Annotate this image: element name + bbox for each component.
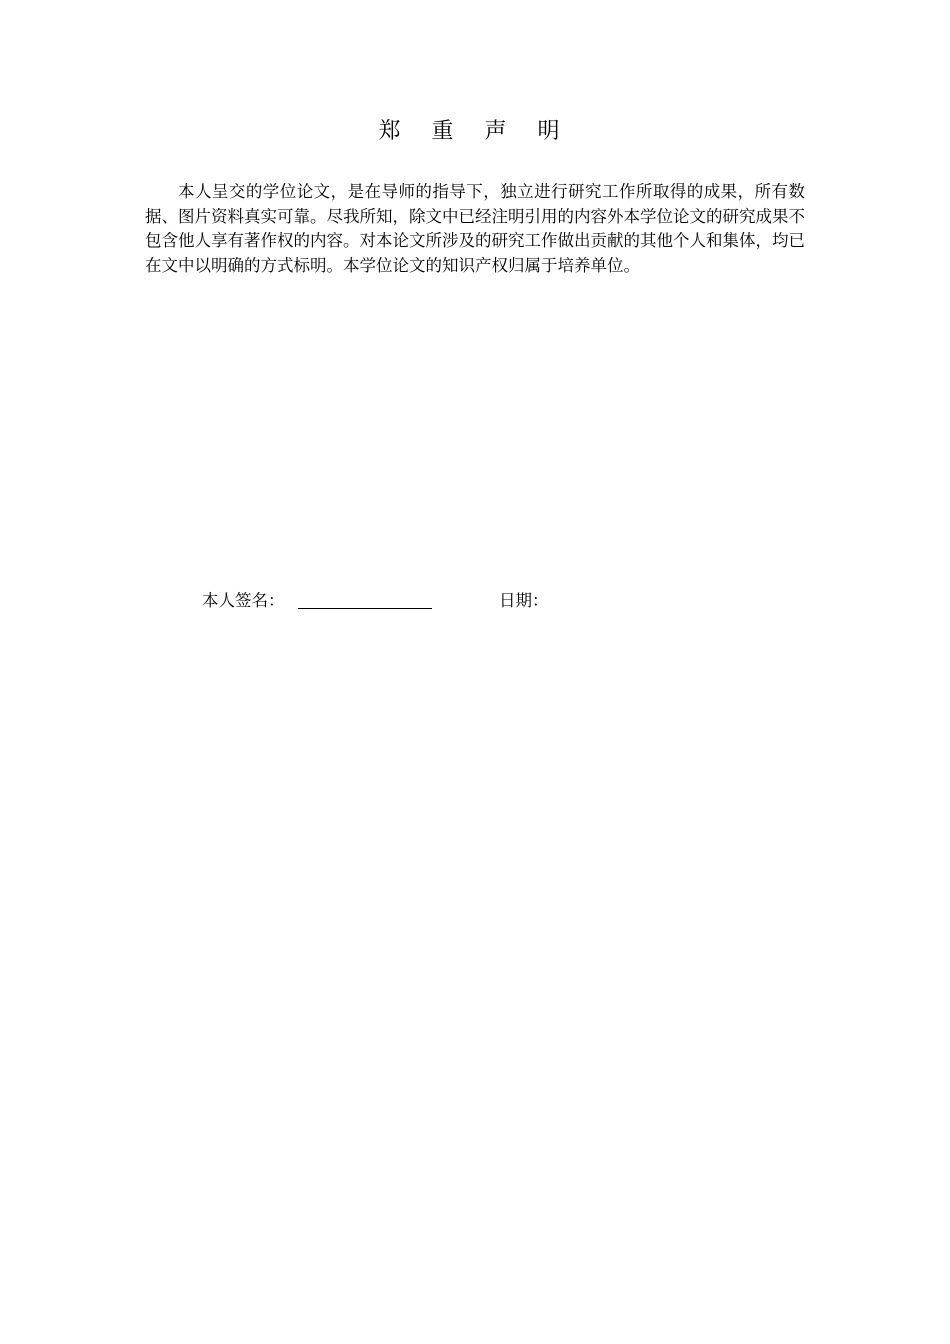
signature-row (202, 589, 802, 615)
signature-line (298, 608, 432, 609)
page-title: 郑 重 声 明 (378, 119, 572, 144)
signature-label: 本人签名： (202, 591, 285, 610)
date-label: 日期： (499, 591, 549, 610)
declaration-paragraph: 本人呈交的学位论文，是在导师的指导下，独立进行研究工作所取得的成果，所有数据、图片资料真实可靠。尽我所知，除文中已经注明引用的内容外本学位论文的研究成果不包含他人享有著作权的内容。对本论文所涉及的研究工作做出贡献的其他个人和集体，均已在文中以明确的方式标明。本学位论文的知识产权归属于培养单位。 (145, 182, 805, 275)
